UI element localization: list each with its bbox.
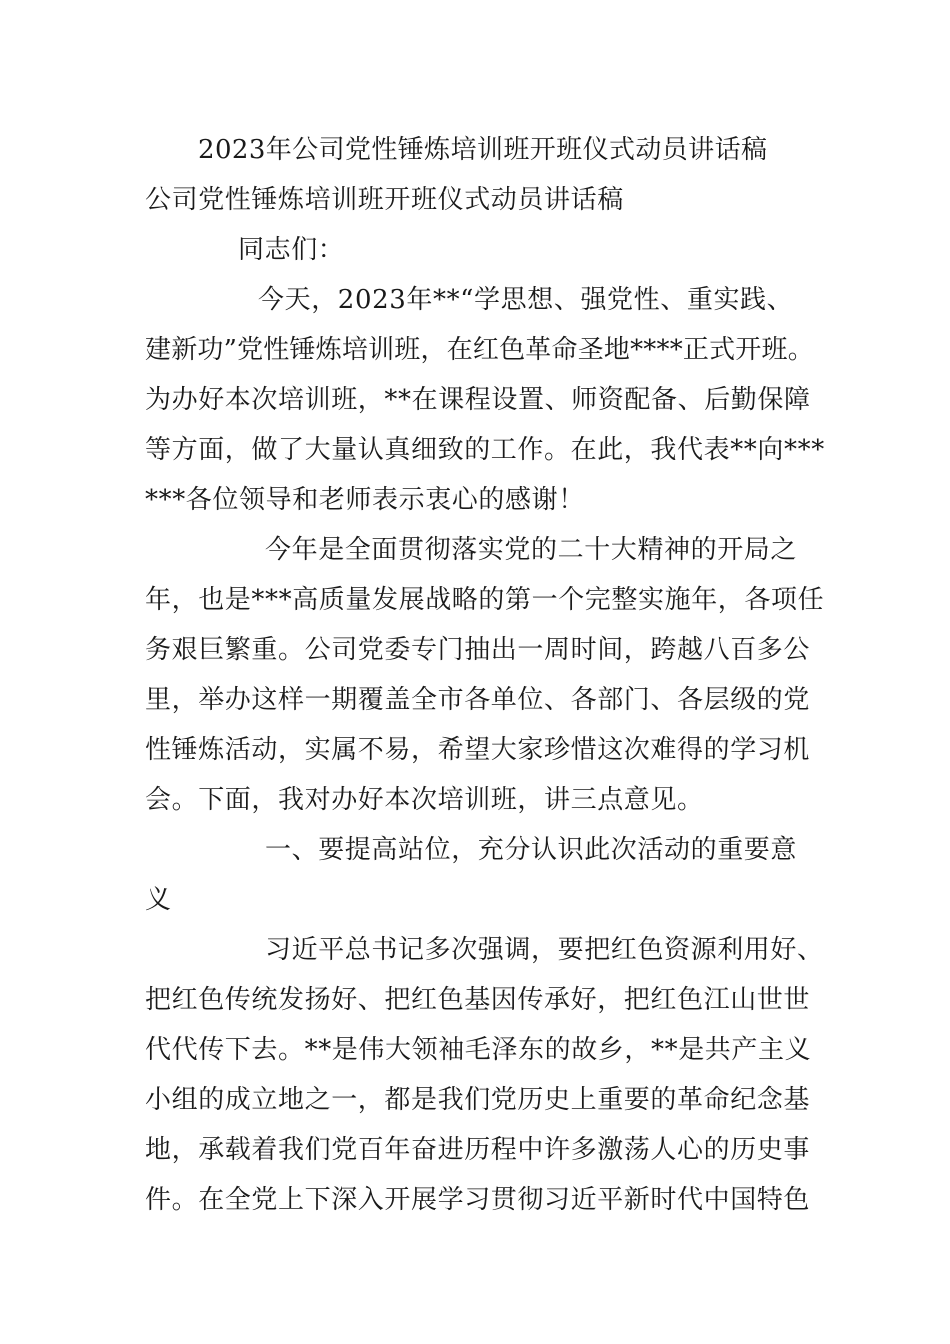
salutation: 同志们： [238, 235, 345, 265]
body-line: 里，举办这样一期覆盖全市各单位、各部门、各层级的党 [145, 685, 811, 715]
body-line: 会。下面，我对办好本次培训班，讲三点意见。 [145, 785, 704, 815]
document-subtitle: 公司党性锤炼培训班开班仪式动员讲话稿 [145, 185, 624, 215]
body-line: 为办好本次培训班，**在课程设置、师资配备、后勤保障 [145, 385, 811, 415]
body-line: 今天，2023年**“学思想、强党性、重实践、 [258, 285, 794, 315]
body-line: 地，承载着我们党百年奋进历程中许多激荡人心的历史事 [145, 1135, 811, 1165]
document-title: 2023年公司党性锤炼培训班开班仪式动员讲话稿 [198, 135, 768, 165]
body-line: ***各位领导和老师表示衷心的感谢！ [145, 485, 585, 515]
section-heading-continued: 义 [145, 885, 172, 915]
section-heading: 一、要提高站位，充分认识此次活动的重要意 [265, 835, 798, 865]
body-line: 等方面，做了大量认真细致的工作。在此，我代表**向*** [145, 435, 825, 465]
body-line: 习近平总书记多次强调，要把红色资源利用好、 [265, 935, 824, 965]
body-line: 今年是全面贯彻落实党的二十大精神的开局之 [265, 535, 798, 565]
body-line: 代代传下去。**是伟大领袖毛泽东的故乡，**是共产主义 [145, 1035, 812, 1065]
body-line: 务艰巨繁重。公司党委专门抽出一周时间，跨越八百多公 [145, 635, 811, 665]
body-line: 小组的成立地之一，都是我们党历史上重要的革命纪念基 [145, 1085, 811, 1115]
body-line: 件。在全党上下深入开展学习贯彻习近平新时代中国特色 [145, 1185, 811, 1215]
body-line: 把红色传统发扬好、把红色基因传承好，把红色江山世世 [145, 985, 811, 1015]
body-line: 建新功”党性锤炼培训班，在红色革命圣地****正式开班。 [145, 335, 814, 365]
body-line: 年，也是***高质量发展战略的第一个完整实施年，各项任 [145, 585, 825, 615]
body-line: 性锤炼活动，实属不易，希望大家珍惜这次难得的学习机 [145, 735, 811, 765]
